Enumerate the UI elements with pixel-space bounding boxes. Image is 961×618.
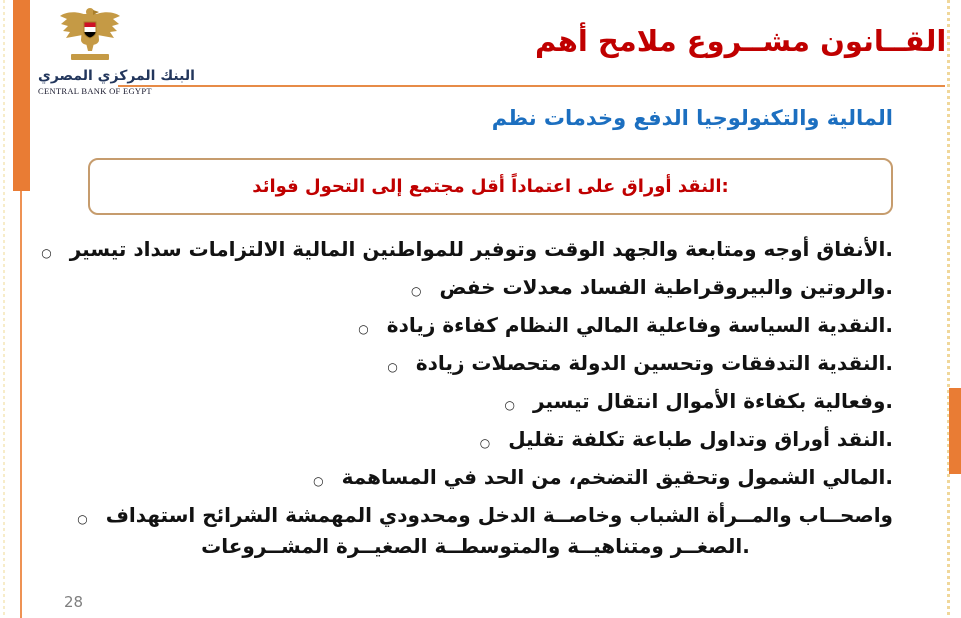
list-item: [58, 382, 893, 420]
list-item-text: واصحــاب والمــرأة الشباب وخاصــة الدخل ومحدودي المهمشة الشرائح استهداف: [105, 503, 893, 527]
frame-dotted-left: [3, 0, 5, 618]
eagle-of-egypt-icon: [57, 6, 123, 64]
highlight-box: [88, 158, 893, 215]
list-item-text: النقدية السياسة وفاعلية المالي النظام كفاءة زيادة‎.: [386, 313, 893, 337]
bullet-circle-icon: ○: [41, 245, 52, 260]
bullet-circle-icon: ○: [77, 511, 88, 526]
left-accent-line: [20, 191, 22, 618]
bullet-circle-icon: ○: [504, 397, 516, 412]
list-item-text: وفعالية بكفاءة الأموال انتقال تيسير‎.: [533, 389, 893, 413]
list-item: [58, 344, 893, 382]
list-item: [58, 268, 893, 306]
list-item-continuation: الصغــر ومتناهيــة والمتوسطــة الصغيــرة المشــروعات‎.: [201, 534, 750, 558]
list-item: [58, 458, 893, 496]
list-item-text: والروتين والبيروقراطية الفساد معدلات خفض‎.: [439, 275, 893, 299]
list-item-text: الأنفاق أوجه ومتابعة والجهد الوقت وتوفير للمواطنين المالية الالتزامات سداد تيسير‎.: [69, 237, 893, 261]
logo-arabic-name: البنك المركزي المصري: [38, 68, 195, 84]
header-divider-line: [118, 85, 945, 87]
list-item: [58, 420, 893, 458]
right-accent-bar: [949, 388, 961, 474]
highlight-box-title: النقد أوراق على اعتماداً أقل مجتمع إلى التحول فوائد‎:: [252, 176, 729, 197]
bullet-circle-icon: ○: [313, 473, 324, 488]
list-item-text: المالي الشمول وتحقيق التضخم، من الحد في المساهمة‎.: [341, 465, 893, 489]
central-bank-logo: [38, 6, 195, 96]
list-item: [58, 306, 893, 344]
slide-title: القــانون مشــروع ملامح أهم: [535, 24, 947, 58]
benefits-list: [41, 230, 893, 560]
list-item: [58, 496, 893, 534]
list-item: [41, 230, 893, 268]
bullet-circle-icon: ○: [358, 321, 369, 336]
bullet-circle-icon: ○: [387, 359, 398, 374]
frame-dotted-right: [947, 0, 950, 618]
bullet-circle-icon: ○: [410, 283, 422, 298]
list-item-text: النقدية التدفقات وتحسين الدولة متحصلات زيادة‎.: [415, 351, 893, 375]
bullet-circle-icon: ○: [479, 435, 491, 450]
list-item-text: النقد أوراق وتداول طباعة تكلفة تقليل‎.: [508, 427, 893, 451]
left-accent-bar: [13, 0, 30, 191]
slide-subtitle: المالية والتكنولوجيا الدفع وخدمات نظم: [491, 106, 893, 130]
page-number: 28: [64, 593, 84, 611]
logo-english-name: CENTRAL BANK OF EGYPT: [38, 86, 152, 96]
